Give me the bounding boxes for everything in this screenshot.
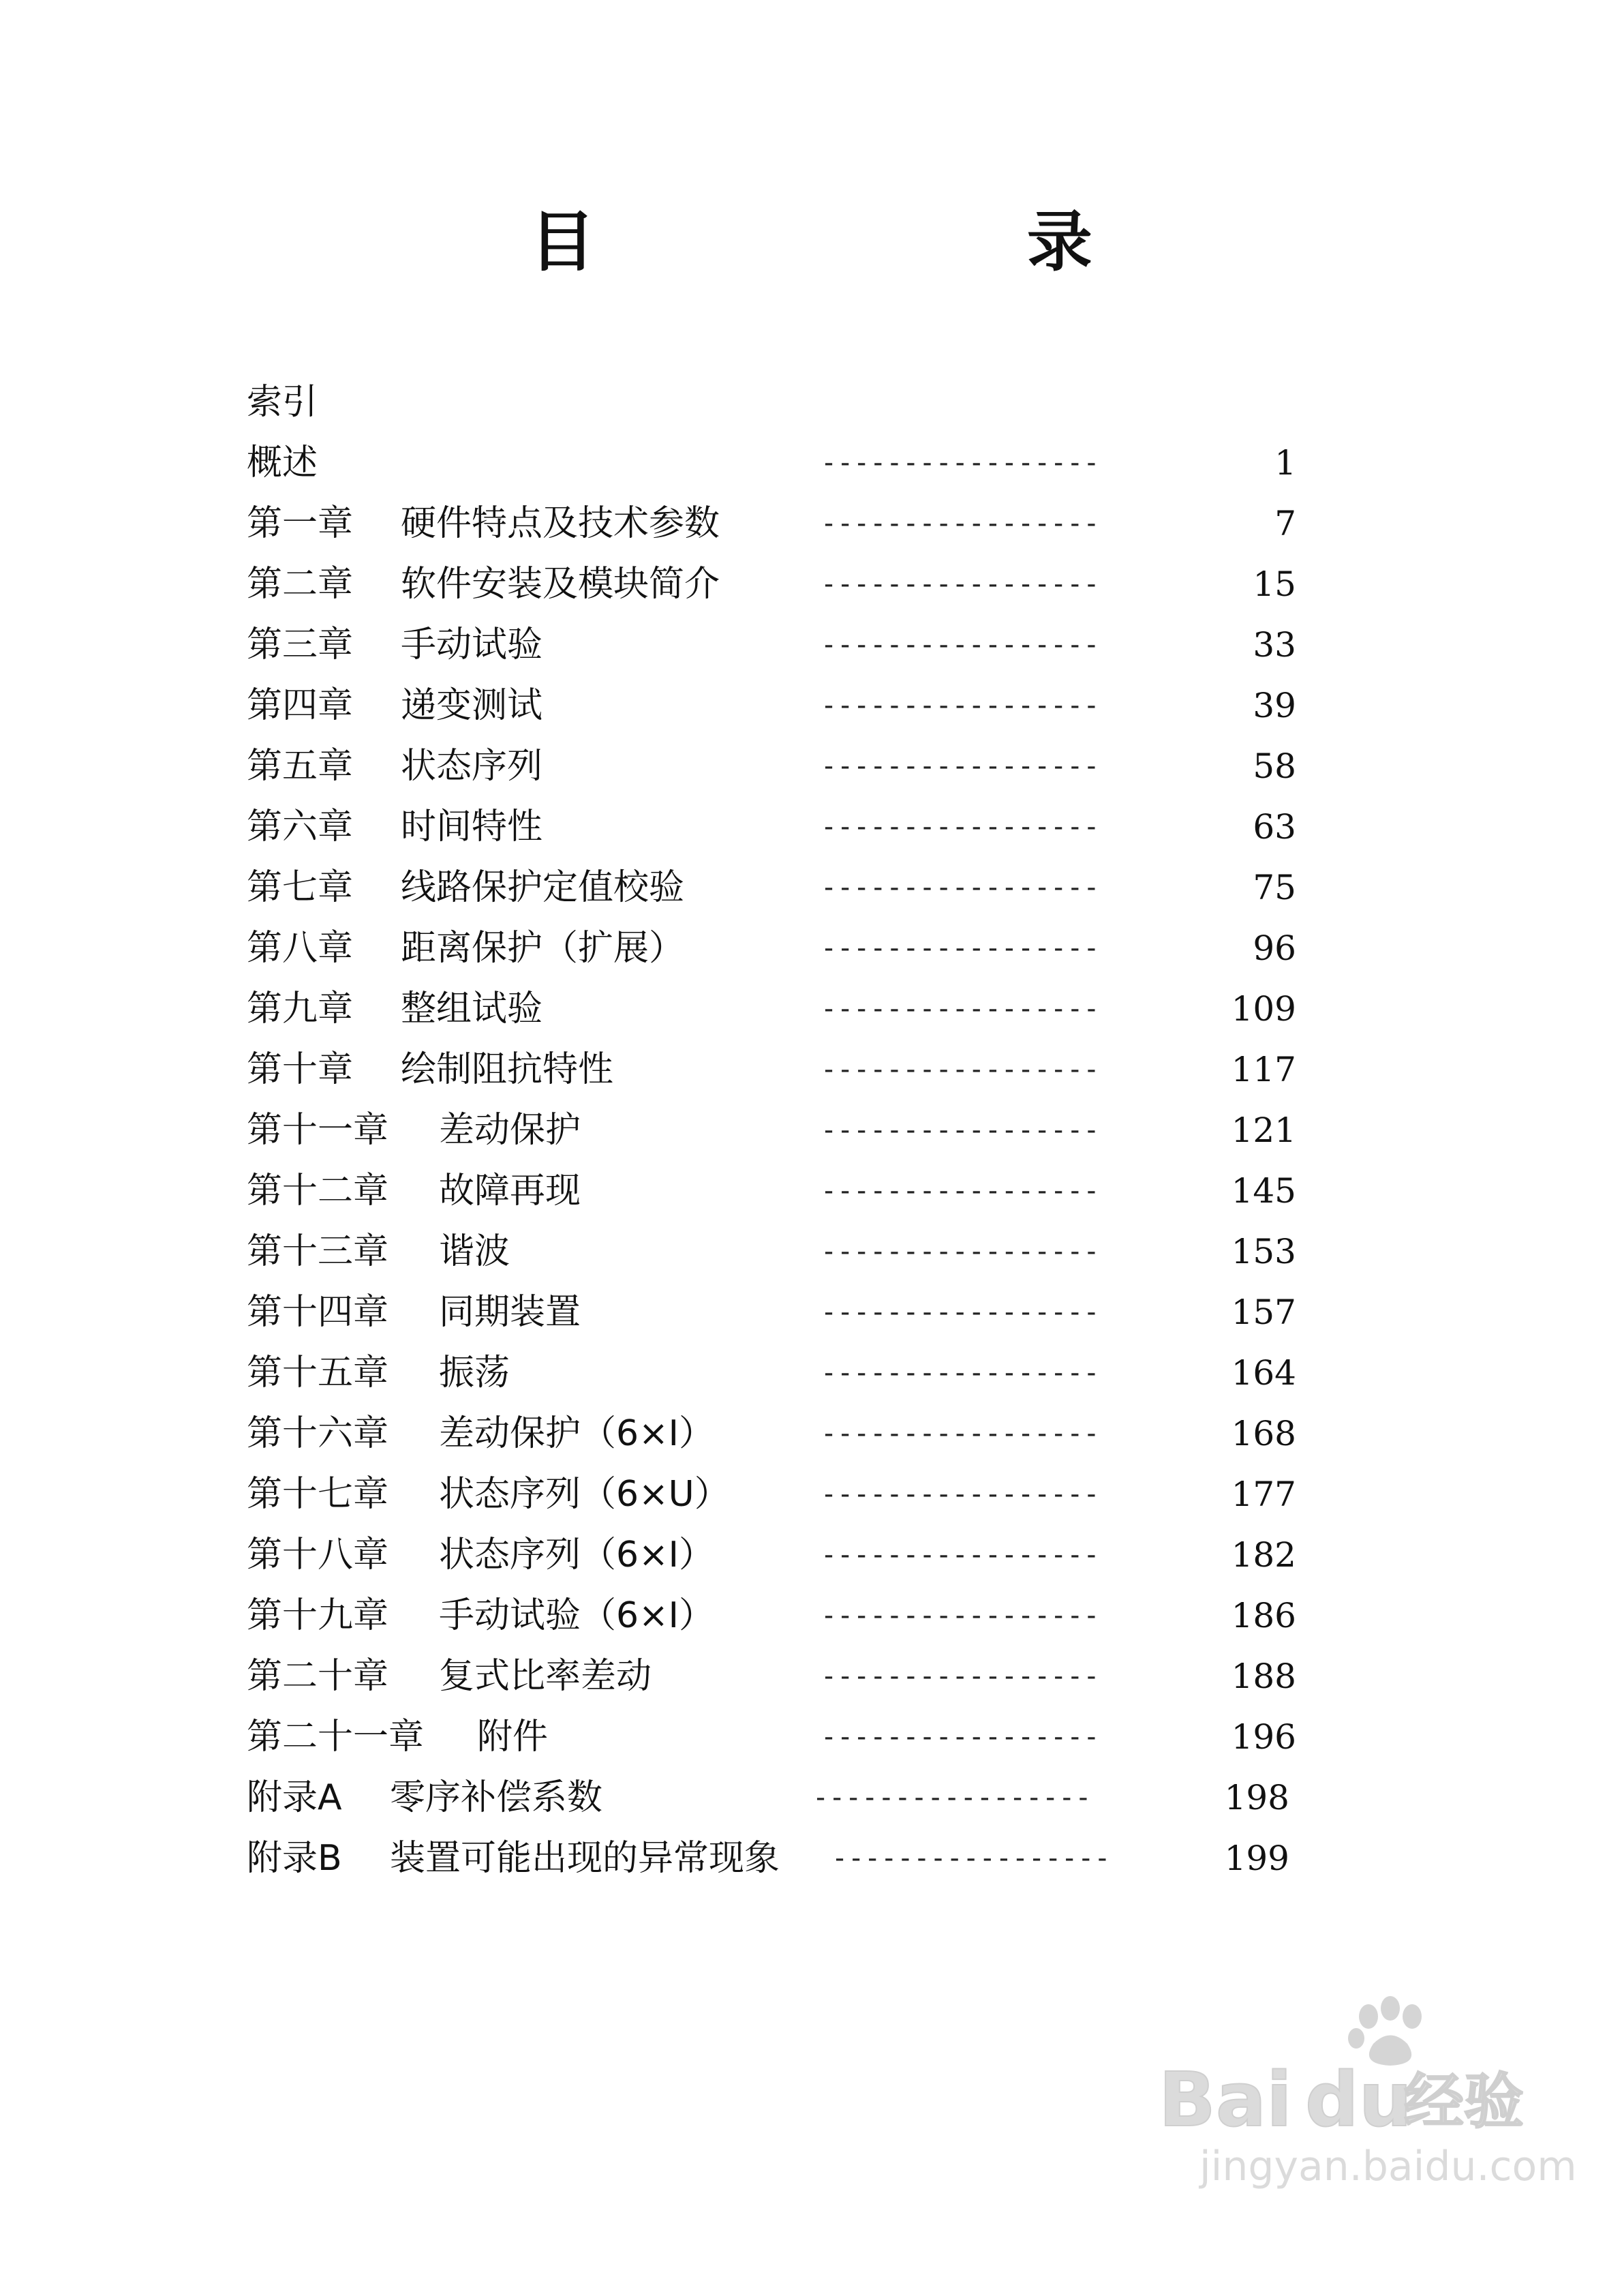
toc-page-number: 117 (1231, 1050, 1296, 1089)
toc-title: 线路保护定值校验 (401, 867, 685, 908)
toc-title: 整组试验 (401, 988, 543, 1029)
toc-chapter: 附录B (247, 1838, 342, 1879)
toc-title: 谐波 (439, 1231, 510, 1272)
toc-chapter: 索引 (247, 382, 318, 423)
toc-leader: ----------------- (821, 1297, 1100, 1328)
toc-leader: ----------------- (821, 1115, 1100, 1146)
toc-title: 手动试验（6×I） (439, 1595, 714, 1636)
toc-title: 硬件特点及技术参数 (401, 503, 720, 544)
toc-title: 故障再现 (439, 1170, 581, 1211)
toc-page-number: 121 (1231, 1111, 1296, 1150)
toc-chapter: 第二章 (247, 564, 354, 605)
toc-page-number: 196 (1231, 1717, 1296, 1757)
toc-page-number: 96 (1253, 928, 1296, 968)
watermark-cn: 经验 (1404, 2066, 1525, 2136)
toc-leader: ----------------- (821, 1721, 1100, 1753)
toc-page-number: 145 (1231, 1171, 1296, 1211)
toc-page-number: 177 (1231, 1475, 1296, 1514)
toc-chapter: 第十八章 (247, 1535, 389, 1575)
baidu-watermark (1152, 1989, 1577, 2194)
toc-title: 距离保护（扩展） (401, 928, 685, 969)
toc-chapter: 第十章 (247, 1049, 354, 1090)
toc-leader: ----------------- (821, 569, 1100, 600)
watermark-brand2: du (1305, 2056, 1413, 2143)
toc-page-number: 109 (1231, 989, 1296, 1029)
toc-chapter: 第十六章 (247, 1413, 389, 1454)
toc-leader: ----------------- (821, 811, 1100, 843)
toc-page-number: 186 (1231, 1596, 1296, 1635)
toc-title: 绘制阻抗特性 (401, 1049, 614, 1090)
toc-chapter: 第三章 (247, 624, 354, 665)
toc-chapter: 附录A (247, 1777, 342, 1818)
toc-leader: ----------------- (821, 629, 1100, 661)
toc-leader: ----------------- (821, 1600, 1100, 1631)
toc-leader: ----------------- (812, 1782, 1092, 1813)
toc-leader: ----------------- (821, 1236, 1100, 1267)
toc-title: 递变测试 (401, 685, 543, 726)
toc-page-number: 182 (1231, 1535, 1296, 1575)
toc-leader: ----------------- (821, 933, 1100, 964)
toc-chapter: 第九章 (247, 988, 354, 1029)
toc-leader: ----------------- (821, 508, 1100, 539)
page-title: 目 录 (530, 204, 1297, 280)
toc-title: 手动试验 (401, 624, 543, 665)
toc-leader: ----------------- (821, 1539, 1100, 1571)
toc-leader: ----------------- (821, 690, 1100, 721)
toc-chapter: 第四章 (247, 685, 354, 726)
toc-title: 状态序列（6×I） (439, 1535, 714, 1575)
toc-chapter: 第五章 (247, 746, 354, 787)
toc-title: 复式比率差动 (439, 1656, 652, 1697)
toc-chapter: 概述 (247, 442, 318, 483)
toc-leader: ----------------- (821, 1175, 1100, 1207)
toc-chapter: 第二十一章 (247, 1717, 425, 1757)
toc-page-number: 168 (1231, 1414, 1296, 1453)
toc-chapter: 第六章 (247, 806, 354, 847)
toc-leader: ----------------- (821, 447, 1100, 479)
toc-page-number: 33 (1253, 625, 1296, 665)
toc-chapter: 第十四章 (247, 1292, 389, 1333)
toc-page-number: 63 (1253, 807, 1296, 847)
toc-chapter: 第十三章 (247, 1231, 389, 1272)
toc-chapter: 第十七章 (247, 1474, 389, 1515)
toc-page-number: 7 (1274, 504, 1296, 543)
toc-page-number: 157 (1231, 1293, 1296, 1332)
toc-title: 装置可能出现的异常现象 (390, 1838, 780, 1879)
toc-chapter: 第十一章 (247, 1110, 389, 1151)
toc-title: 同期装置 (439, 1292, 581, 1333)
toc-leader: ----------------- (821, 872, 1100, 903)
toc-title: 零序补偿系数 (390, 1777, 603, 1818)
watermark-brand: Bai (1159, 2056, 1292, 2143)
toc-chapter: 第十九章 (247, 1595, 389, 1636)
toc-page-number: 75 (1253, 868, 1296, 907)
toc-page-number: 188 (1231, 1657, 1296, 1696)
watermark-url: jingyan.baidu.com (1199, 2143, 1577, 2190)
toc-title: 状态序列 (401, 746, 543, 787)
toc-leader: ----------------- (821, 1418, 1100, 1449)
toc-page-number: 199 (1224, 1839, 1289, 1878)
toc-chapter: 第八章 (247, 928, 354, 969)
toc-page-number: 1 (1274, 443, 1296, 483)
toc-page-number: 198 (1224, 1778, 1289, 1817)
toc-title: 差动保护 (439, 1110, 581, 1151)
toc-chapter: 第十五章 (247, 1353, 389, 1393)
toc-leader: ----------------- (821, 1479, 1100, 1510)
toc-leader: ----------------- (821, 1357, 1100, 1389)
toc-chapter: 第一章 (247, 503, 354, 544)
toc-leader: ----------------- (821, 751, 1100, 782)
toc-title: 振荡 (439, 1353, 510, 1393)
toc-title: 时间特性 (401, 806, 543, 847)
toc-leader: ----------------- (821, 1054, 1100, 1085)
toc-title: 软件安装及模块简介 (401, 564, 720, 605)
toc-title: 状态序列（6×U） (439, 1474, 730, 1515)
toc-leader: ----------------- (821, 1661, 1100, 1692)
toc-chapter: 第十二章 (247, 1170, 389, 1211)
toc-page-number: 15 (1253, 564, 1296, 604)
toc-page-number: 153 (1231, 1232, 1296, 1271)
toc-title: 附件 (477, 1717, 549, 1757)
toc-page-number: 58 (1253, 746, 1296, 786)
toc-leader: ----------------- (831, 1843, 1111, 1874)
toc-chapter: 第二十章 (247, 1656, 389, 1697)
toc-chapter: 第七章 (247, 867, 354, 908)
toc-leader: ----------------- (821, 993, 1100, 1025)
toc-page-number: 39 (1253, 686, 1296, 725)
toc-title: 差动保护（6×I） (439, 1413, 714, 1454)
toc-page-number: 164 (1231, 1353, 1296, 1393)
